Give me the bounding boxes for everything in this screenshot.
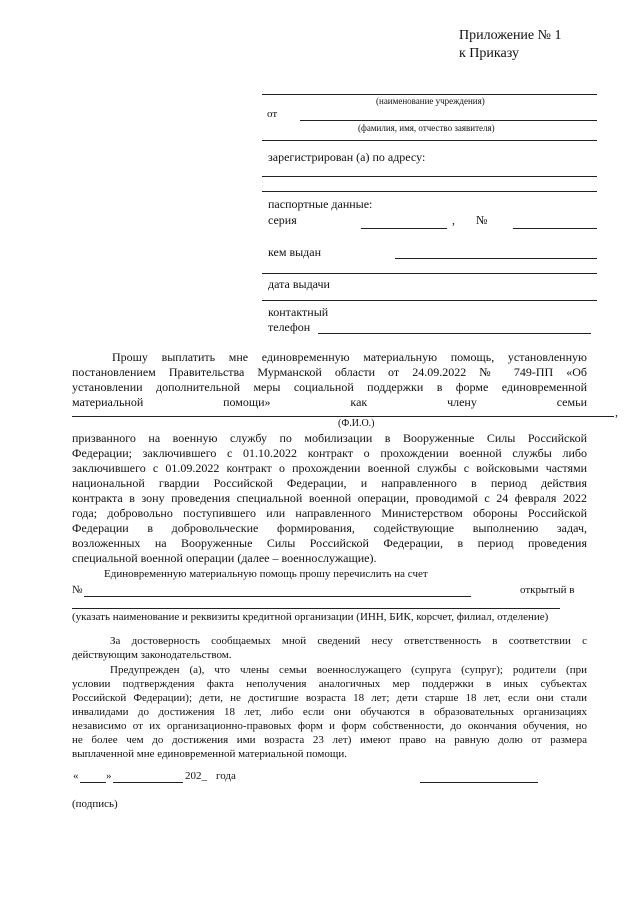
bank-caption: (указать наименование и реквизиты кредитной организации (ИНН, БИК, корсчет, филиал, отделение) xyxy=(72,611,549,623)
service-line-1: призванного на военную службу по мобилизации в Вооруженные Силы Российской xyxy=(72,431,587,445)
address-field-2[interactable] xyxy=(262,191,597,192)
appendix-number: Приложение № 1 xyxy=(459,28,562,43)
applicant-caption: (фамилия, имя, отчество заявителя) xyxy=(358,123,495,133)
warning-line-7: выплаченной мне единовременной материальной помощи. xyxy=(72,748,347,760)
phone-field[interactable] xyxy=(318,333,591,334)
warning-line-6: не более чем до достижения ими возраста 23 лет) имеют право на равную долю от размера xyxy=(72,734,587,746)
service-line-2: Федерации; заключившего с 01.10.2022 контракт о прохождении военной службы либо xyxy=(72,446,587,460)
service-line-4: национальной гвардии Российской Федерации, и направленного в период действия xyxy=(72,476,587,490)
account-text: Единовременную материальную помощь прошу перечислить на счет xyxy=(104,568,428,580)
date-month-field[interactable] xyxy=(113,782,183,783)
request-line-3: установлении дополнительной меры социальной поддержки в форме единовременной xyxy=(72,380,587,394)
request-line-1: Прошу выплатить мне единовременную материальную помощь, установленную xyxy=(112,350,587,364)
service-line-7: Федерации в добровольческие формирования, содействующие выполнению задач, xyxy=(72,521,587,535)
from-label: от xyxy=(267,108,278,120)
phone-label-line1: контактный xyxy=(268,305,329,319)
date-day-field[interactable] xyxy=(80,782,106,783)
registered-label: зарегистрирован (а) по адресу: xyxy=(268,150,426,164)
warning-line-3: Российской Федерации); дети, не достигшие возраста 18 лет; дети старше 18 лет, если они стали xyxy=(72,692,587,704)
signature-caption: (подпись) xyxy=(72,798,118,810)
address-field-1[interactable] xyxy=(262,176,597,177)
account-number-field[interactable] xyxy=(84,596,471,597)
opened-in-label: открытый в xyxy=(520,584,575,596)
issued-by-label: кем выдан xyxy=(268,245,322,259)
date-close-quote: » xyxy=(106,770,112,782)
passport-label: паспортные данные: xyxy=(268,197,373,211)
institution-caption: (наименование учреждения) xyxy=(376,96,485,106)
request-line-2: постановлением Правительства Мурманской области от 24.09.2022 № 749-ПП «Об xyxy=(72,365,587,379)
service-line-9: специальной военной операции (далее – военнослужащие). xyxy=(72,551,377,565)
bank-field[interactable] xyxy=(72,608,560,609)
request-line-4: материальной помощи» как члену семьи xyxy=(72,395,587,409)
liability-line-2: действующим законодательством. xyxy=(72,649,232,661)
warning-line-4: инвалидами до достижения 18 лет, либо если они обучаются в образовательных организациях xyxy=(72,706,587,718)
service-line-5: контракта в зону проведения специальной военной операции, проводимой с 24 февраля 2022 xyxy=(72,491,587,505)
number-label: № xyxy=(476,213,488,227)
warning-line-5: независимо от их организационно-правовых форм и форм собственности, до окончания обучения, но xyxy=(72,720,587,732)
institution-field[interactable] xyxy=(262,94,597,95)
signature-field[interactable] xyxy=(420,782,538,783)
passport-number-field[interactable] xyxy=(513,228,597,229)
appendix-order: к Приказу xyxy=(459,46,519,61)
warning-line-2: условии подтверждения факта неполучения аналогичных мер поддержки в иных субъектах xyxy=(72,678,587,690)
series-field[interactable] xyxy=(361,228,447,229)
series-label: серия xyxy=(268,213,297,227)
issue-date-label: дата выдачи xyxy=(268,277,330,291)
account-number-label: № xyxy=(72,584,83,596)
fio-caption: (Ф.И.О.) xyxy=(338,418,375,429)
issue-date-field[interactable] xyxy=(262,300,597,301)
service-line-3: заключившего с 01.09.2022 контракт о прохождении военной службы с войсковыми частями xyxy=(72,461,587,475)
date-year-word: года xyxy=(216,770,236,782)
liability-line-1: За достоверность сообщаемых мной сведений несу ответственность в соответствии с xyxy=(110,635,587,647)
family-member-fio-field[interactable] xyxy=(72,416,614,417)
date-year: 202_ xyxy=(185,770,207,782)
issued-by-field-2[interactable] xyxy=(262,273,597,274)
comma: , xyxy=(452,213,455,227)
issued-by-field[interactable] xyxy=(395,258,597,259)
service-line-6: года; добровольно поступившего или направленного Министерством обороны Российской xyxy=(72,506,587,520)
phone-label-line2: телефон xyxy=(268,320,311,334)
service-line-8: возложенных на Вооруженные Силы Российской Федерации, в период проведения xyxy=(72,536,587,550)
warning-line-1: Предупрежден (а), что члены семьи военнослужащего (супруга (супруг); родители (при xyxy=(110,664,587,676)
applicant-name-field[interactable] xyxy=(300,120,597,121)
fio-comma: , xyxy=(615,405,618,419)
applicant-name-field-2[interactable] xyxy=(262,140,597,141)
date-open-quote: « xyxy=(73,770,79,782)
